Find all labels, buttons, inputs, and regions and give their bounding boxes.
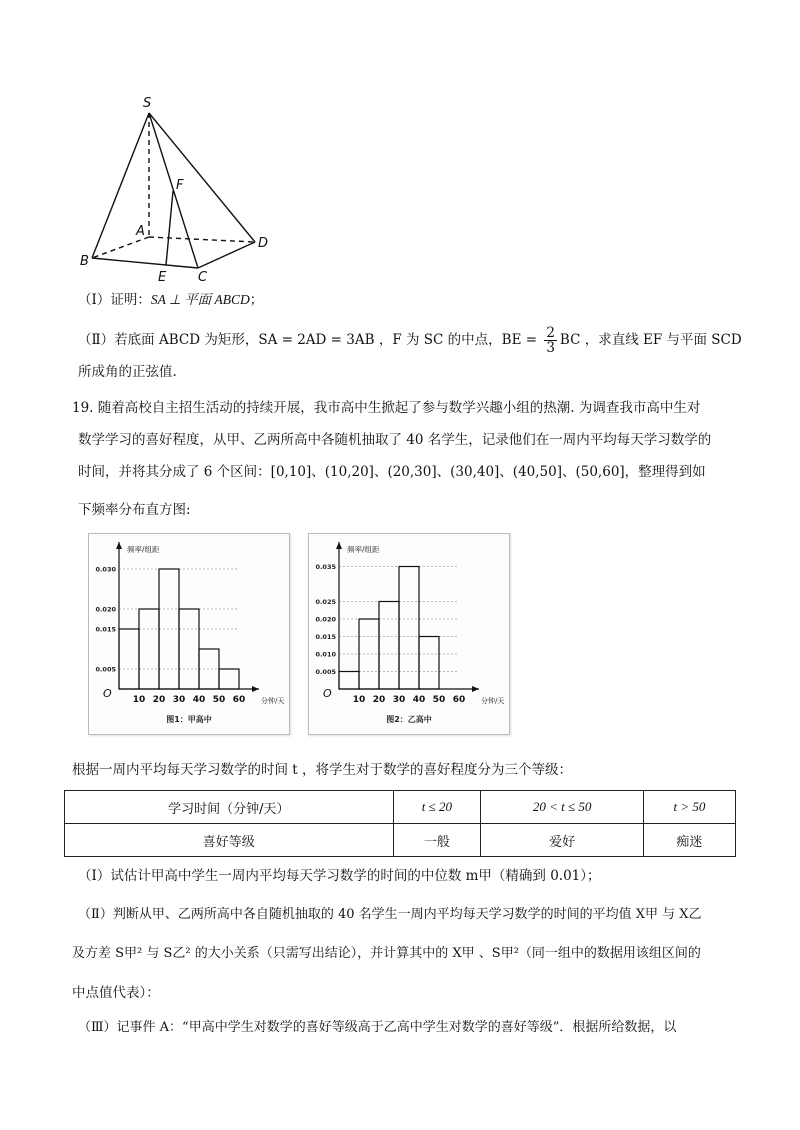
histogram-bar (119, 629, 139, 689)
edge-BC (92, 258, 198, 268)
histogram-bar (219, 669, 239, 689)
table-row (65, 824, 736, 857)
y-axis-label: 频率/组距 (347, 545, 380, 554)
q19-stem-line1: 19. 随着高校自主招生活动的持续开展，我市高中生掀起了参与数学兴趣小组的热潮. 为调查我市高中生对 (72, 400, 701, 416)
q19-part2-line1: （Ⅱ）判断从甲、乙两所高中各自随机抽取的 40 名学生一周内平均每天学习数学的时间的平均值 X甲 与 X乙 (78, 907, 702, 922)
table-cell: 学习时间（分钟/天） (65, 791, 394, 824)
q19-part2-line2: 及方差 S甲² 与 S乙² 的大小关系（只需写出结论），并计算其中的 X甲 、S甲²（同一组中的数据用该组区间的 (72, 946, 701, 961)
histogram-bar (179, 609, 199, 689)
pyramid-figure (70, 95, 290, 285)
label-S: S (143, 96, 152, 111)
x-tick-label: 10 (352, 695, 366, 705)
table-cell: 爱好 (481, 824, 644, 857)
edge-CD (198, 242, 255, 268)
grade-table (64, 790, 736, 857)
histogram-bar (399, 567, 419, 690)
table-row (65, 791, 736, 824)
y-tick-label: 0.010 (315, 650, 336, 659)
q19-stem-line3: 时间，并将其分成了 6 个区间：[0,10]、(10,20]、(20,30]、(30,40]、(40,50]、(50,60]，整理得到如 (78, 464, 706, 480)
table-cell: 痴迷 (643, 824, 735, 857)
table-cell: 喜好等级 (65, 824, 394, 857)
histogram-2-frame (308, 533, 510, 735)
edge-EF (166, 191, 173, 265)
y-tick-label: 0.005 (95, 665, 116, 674)
q18-fraction: $\frac{2}{3}$ (546, 325, 555, 356)
x-axis-label: 分钟/天 (261, 697, 285, 705)
y-tick-label: 0.030 (95, 565, 116, 574)
label-E: E (158, 270, 167, 285)
x-tick-label: 40 (412, 695, 426, 705)
histogram-bar (379, 602, 399, 690)
y-tick-label: 0.005 (315, 668, 336, 676)
x-tick-label: 40 (192, 695, 206, 705)
table-cell: t ≤ 20 (393, 791, 481, 824)
q19-grade-intro: 根据一周内平均每天学习数学的时间 t ，将学生对于数学的喜好程度分为三个等级： (72, 762, 573, 778)
x-tick-label: 50 (212, 695, 226, 705)
origin-label: O (103, 687, 112, 700)
chart-title: 图2：乙高中 (386, 715, 432, 724)
label-B: B (80, 254, 89, 269)
y-axis-label: 频率/组距 (127, 545, 160, 554)
edge-AB (92, 237, 149, 258)
chart-title: 图1：甲高中 (166, 715, 212, 724)
q18-part2-line1: （Ⅱ）若底面 ABCD 为矩形，SA = 2AD = 3AB ，F 为 SC 的中点，BE = $\frac{2}{3}$ BC ，求直线 EF 与平面 SCD (78, 325, 742, 356)
q19-part2-line3: 中点值代表）： (72, 985, 160, 1001)
q19-stem-line4: 下频率分布直方图: (78, 502, 191, 518)
histogram-bar (139, 609, 159, 689)
y-tick-label: 0.015 (95, 625, 116, 634)
edge-SD (149, 113, 255, 242)
y-tick-label: 0.025 (315, 598, 336, 606)
q18-part1: （Ⅰ）证明：SA ⊥ 平面 ABCD； (78, 292, 264, 308)
x-axis-arrow (472, 686, 479, 692)
y-tick-label: 0.020 (95, 605, 116, 614)
x-tick-label: 10 (132, 695, 146, 705)
x-tick-label: 50 (432, 695, 446, 705)
x-axis-arrow (252, 686, 259, 692)
table-cell: t > 50 (643, 791, 735, 824)
histogram-bar (419, 637, 439, 690)
histogram-1-frame (88, 533, 290, 735)
q18-part1-math: SA ⊥ 平面 ABCD (150, 292, 250, 307)
histogram-yi (309, 534, 509, 734)
x-tick-label: 20 (372, 695, 386, 705)
table-cell: 20 < t ≤ 50 (481, 791, 644, 824)
origin-label: O (323, 687, 332, 700)
q19-part1: （Ⅰ）试估计甲高中学生一周内平均每天学习数学的时间的中位数 m甲（精确到 0.01）； (78, 868, 601, 884)
y-tick-label: 0.035 (315, 563, 336, 571)
label-F: F (176, 178, 184, 193)
x-tick-label: 30 (392, 695, 406, 705)
edge-AD (149, 237, 255, 242)
histogram-jia (89, 534, 289, 734)
y-axis-arrow (336, 542, 342, 549)
y-axis-arrow (116, 542, 122, 549)
y-tick-label: 0.020 (315, 615, 336, 624)
q18-part2-line2: 所成角的正弦值. (78, 364, 177, 380)
x-tick-label: 60 (232, 695, 246, 705)
label-A: A (136, 224, 145, 239)
x-tick-label: 60 (452, 695, 466, 705)
table-cell: 一般 (393, 824, 481, 857)
q19-part3: （Ⅲ）记事件 A：“甲高中学生对数学的喜好等级高于乙高中学生对数学的喜好等级”．根据所给数据，以 (78, 1020, 677, 1035)
edge-SC (149, 113, 198, 268)
y-tick-label: 0.015 (315, 633, 336, 641)
histogram-bar (339, 672, 359, 690)
x-tick-label: 30 (172, 695, 186, 705)
label-D: D (258, 236, 269, 251)
x-axis-label: 分钟/天 (481, 697, 505, 705)
label-C: C (198, 270, 208, 285)
q19-stem-line2: 数学学习的喜好程度，从甲、乙两所高中各随机抽取了 40 名学生，记录他们在一周内平均每天学习数学的 (78, 432, 712, 448)
x-tick-label: 20 (152, 695, 166, 705)
